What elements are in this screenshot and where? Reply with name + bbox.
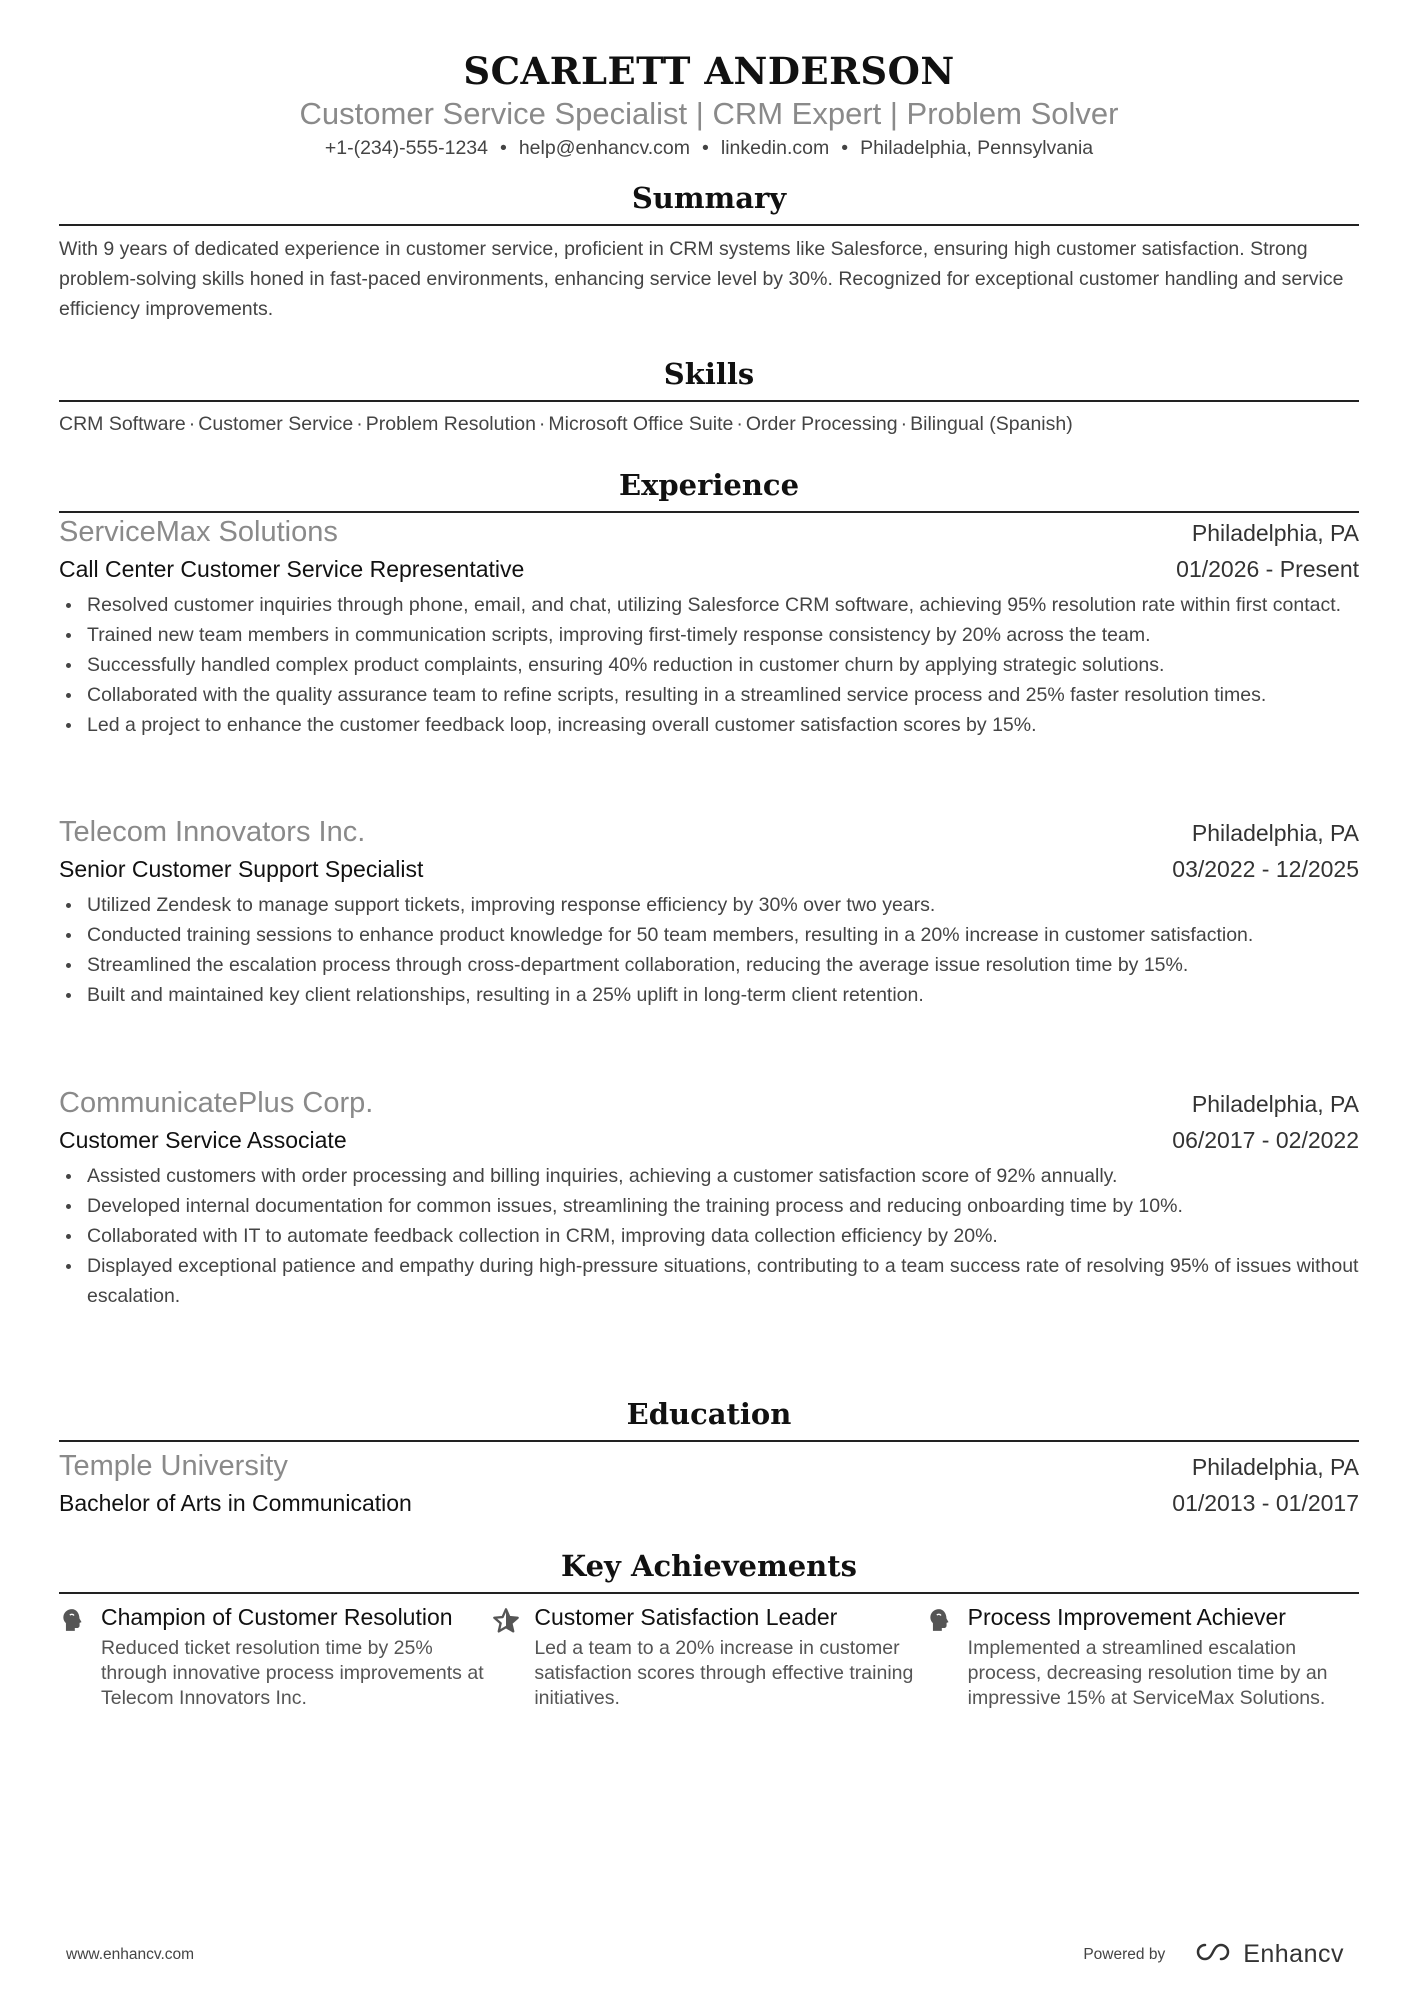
company-name: CommunicatePlus Corp. [59,1087,374,1119]
education-dates: 01/2013 - 01/2017 [1172,1490,1359,1516]
powered-by-label: Powered by [1083,1945,1166,1963]
skill-separator: · [736,413,743,435]
achievement-desc: Reduced ticket resolution time by 25% through innovative process improvements at Telecom Innovators Inc. [101,1637,484,1709]
job-title: Senior Customer Support Specialist [59,856,424,882]
achievements-grid [59,1603,1359,1711]
star-icon [492,1603,534,1711]
summary-section [59,178,1359,324]
job-location: Philadelphia, PA [1191,820,1359,846]
page-footer [66,1940,1344,1969]
phone[interactable]: +1-(234)-555-1234 [324,137,488,159]
achievement-desc: Implemented a streamlined escalation process, decreasing resolution time by an impressive 15% at ServiceMax Solutions. [967,1637,1328,1709]
job-title: Call Center Customer Service Representative [59,556,525,582]
contact-separator: • [841,137,849,159]
job-bullets [59,590,1359,740]
section-divider [59,1592,1359,1594]
section-divider [59,400,1359,402]
email-link[interactable]: help@enhancv.com [518,137,691,159]
school-name: Temple University [59,1450,288,1482]
bullet-item: Developed internal documentation for common issues, streamlining the training process and reducing onboarding time by 10%. [59,1191,1359,1221]
achievement-title: Customer Satisfaction Leader [534,1604,838,1630]
skill-item: Order Processing [745,413,898,435]
website-link[interactable]: www.enhancv.com [66,1945,195,1963]
experience-section [59,465,1359,1307]
skill-item: Bilingual (Spanish) [910,413,1073,435]
section-divider [59,1440,1359,1442]
job-bullets [59,890,1359,1010]
bullet-item: Collaborated with IT to automate feedback collection in CRM, improving data collection efficiency by 20%. [59,1221,1359,1251]
achievements-section [59,1546,1359,1711]
skill-item: Microsoft Office Suite [548,413,734,435]
candidate-name: SCARLETT ANDERSON [463,49,955,93]
powered-by [1083,1940,1344,1969]
bullet-item: Trained new team members in communication scripts, improving first-timely response consistency by 20% across the team. [59,620,1359,650]
bullet-item: Built and maintained key client relationships, resulting in a 25% uplift in long-term client retention. [59,980,1359,1010]
contact-separator: • [702,137,709,159]
bullet-item: Displayed exceptional patience and empathy during high-pressure situations, contributing to a team success rate of resolving 95% of issues without escalation. [59,1251,1359,1311]
achievement-item [492,1603,925,1711]
skill-separator: · [188,413,196,435]
skill-separator: · [900,413,908,435]
head-icon [926,1603,968,1711]
section-title: Summary [631,181,787,215]
job-title: Customer Service Associate [59,1127,347,1153]
bullet-item: Resolved customer inquiries through phone, email, and chat, utilizing Salesforce CRM software, achieving 95% resolution rate within first contact. [59,590,1359,620]
bullet-item: Successfully handled complex product complaints, ensuring 40% reduction in customer churn by applying strategic solutions. [59,650,1359,680]
skill-item: Problem Resolution [365,413,536,435]
skill-item: Customer Service [198,413,354,435]
resume-header [59,48,1359,161]
experience-entry [59,1085,1359,1311]
brand-name[interactable]: Enhancv [1243,1940,1344,1968]
job-location: Philadelphia, PA [1191,520,1359,546]
skill-separator: · [356,413,363,435]
headline: Customer Service Specialist | CRM Expert | Problem Solver [299,96,1119,131]
job-dates: 01/2026 - Present [1176,556,1359,582]
bullet-item: Utilized Zendesk to manage support tickets, improving response efficiency by 30% over two years. [59,890,1359,920]
location: Philadelphia, Pennsylvania [860,137,1094,159]
linkedin-link[interactable]: linkedin.com [720,137,830,159]
experience-entry [59,814,1359,1010]
contact-line [59,135,1359,161]
section-title: Education [626,1397,792,1431]
section-title: Experience [618,468,800,502]
head-icon [59,1603,101,1711]
skills-section [59,354,1359,439]
achievement-item [59,1603,492,1711]
job-location: Philadelphia, PA [1191,1091,1359,1117]
section-title: Key Achievements [561,1549,857,1583]
skill-separator: · [538,413,546,435]
section-title: Skills [663,357,755,391]
bullet-item: Collaborated with the quality assurance team to refine scripts, resulting in a streamlined service process and 25% faster resolution times. [59,680,1359,710]
school-location: Philadelphia, PA [1191,1454,1359,1480]
achievement-item [926,1603,1359,1711]
skills-list [59,409,1359,439]
skill-item: CRM Software [59,413,186,435]
achievement-desc: Led a team to a 20% increase in customer satisfaction scores through effective training initiatives. [534,1637,914,1709]
enhancv-logo-icon [1191,1941,1235,1968]
experience-entry [59,514,1359,740]
degree: Bachelor of Arts in Communication [59,1490,412,1516]
company-name: ServiceMax Solutions [59,516,338,548]
bullet-item: Led a project to enhance the customer feedback loop, increasing overall customer satisfaction scores by 15%. [59,710,1359,740]
summary-text: With 9 years of dedicated experience in customer service, proficient in CRM systems like Salesforce, ensuring high customer satisfaction. Strong problem-solving skills honed in fast-paced environments, enhancing service level by 30%. Recognized for exceptional customer handling and service efficiency improvements. [59,238,1344,320]
section-divider [59,224,1359,226]
bullet-item: Assisted customers with order processing and billing inquiries, achieving a customer satisfaction score of 92% annually. [59,1161,1359,1191]
job-dates: 06/2017 - 02/2022 [1172,1127,1359,1153]
section-divider [59,511,1359,513]
bullet-item: Conducted training sessions to enhance product knowledge for 50 team members, resulting in a 20% increase in customer satisfaction. [59,920,1359,950]
bullet-item: Streamlined the escalation process through cross-department collaboration, reducing the average issue resolution time by 15%. [59,950,1359,980]
achievement-title: Champion of Customer Resolution [101,1604,453,1630]
contact-separator: • [500,137,507,159]
job-bullets [59,1161,1359,1311]
achievement-title: Process Improvement Achiever [967,1604,1286,1630]
company-name: Telecom Innovators Inc. [59,816,366,848]
job-dates: 03/2022 - 12/2025 [1172,856,1359,882]
education-section [59,1394,1359,1521]
